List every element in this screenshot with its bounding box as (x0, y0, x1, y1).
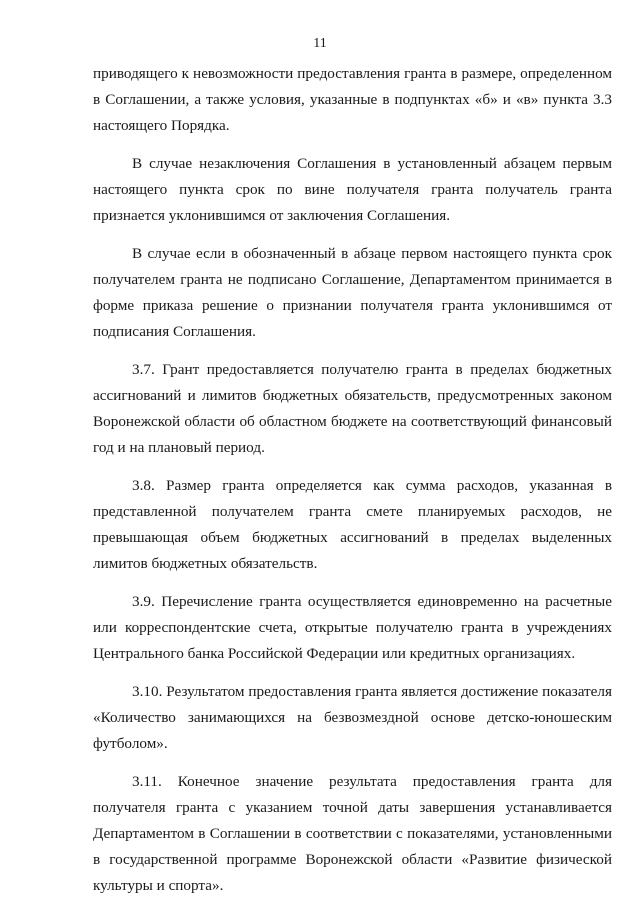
paragraph-non-conclusion: В случае незаключения Соглашения в установленный абзацем первым настоящего пункта срок по вине получателя гранта получатель гранта признается уклонившимся от заключения Соглашения. (93, 155, 612, 224)
paragraph-3-9: 3.9. Перечисление гранта осуществляется единовременно на расчетные или корреспондентские счета, открытые получателю гранта в учреждениях Центрального банка Российской Федерации или кредитных организациях. (93, 593, 612, 662)
document-body (93, 61, 612, 899)
paragraph-not-signed: В случае если в обозначенный в абзаце первом настоящего пункта срок получателем гранта не подписано Соглашение, Департаментом принимается в форме приказа решение о признании получателя гранта уклонившимся от подписания Соглашения. (93, 245, 612, 340)
page-number: 11 (313, 36, 327, 51)
paragraph-3-8: 3.8. Размер гранта определяется как сумма расходов, указанная в представленной получателем гранта смете планируемых расходов, не превышающая объем бюджетных ассигнований в пределах выделенных лимитов бюджетных обязательств. (93, 477, 612, 572)
paragraph-3-10: 3.10. Результатом предоставления гранта является достижение показателя «Количество занимающихся на безвозмездной основе детско-юношеским футболом». (93, 683, 612, 752)
paragraph-3-7: 3.7. Грант предоставляется получателю гранта в пределах бюджетных ассигнований и лимитов бюджетных обязательств, предусмотренных законом Воронежской области об областном бюджете на соответствующий финансовый год и на плановый период. (93, 361, 612, 456)
paragraph-continuation: приводящего к невозможности предоставления гранта в размере, определенном в Соглашении, а также условия, указанные в подпунктах «б» и «в» пункта 3.3 настоящего Порядка. (93, 65, 612, 134)
paragraph-3-11: 3.11. Конечное значение результата предоставления гранта для получателя гранта с указанием точной даты завершения устанавливается Департаментом в Соглашении в соответствии с показателями, установленными в государственной программе Воронежской области «Развитие физической культуры и спорта». (93, 773, 612, 894)
